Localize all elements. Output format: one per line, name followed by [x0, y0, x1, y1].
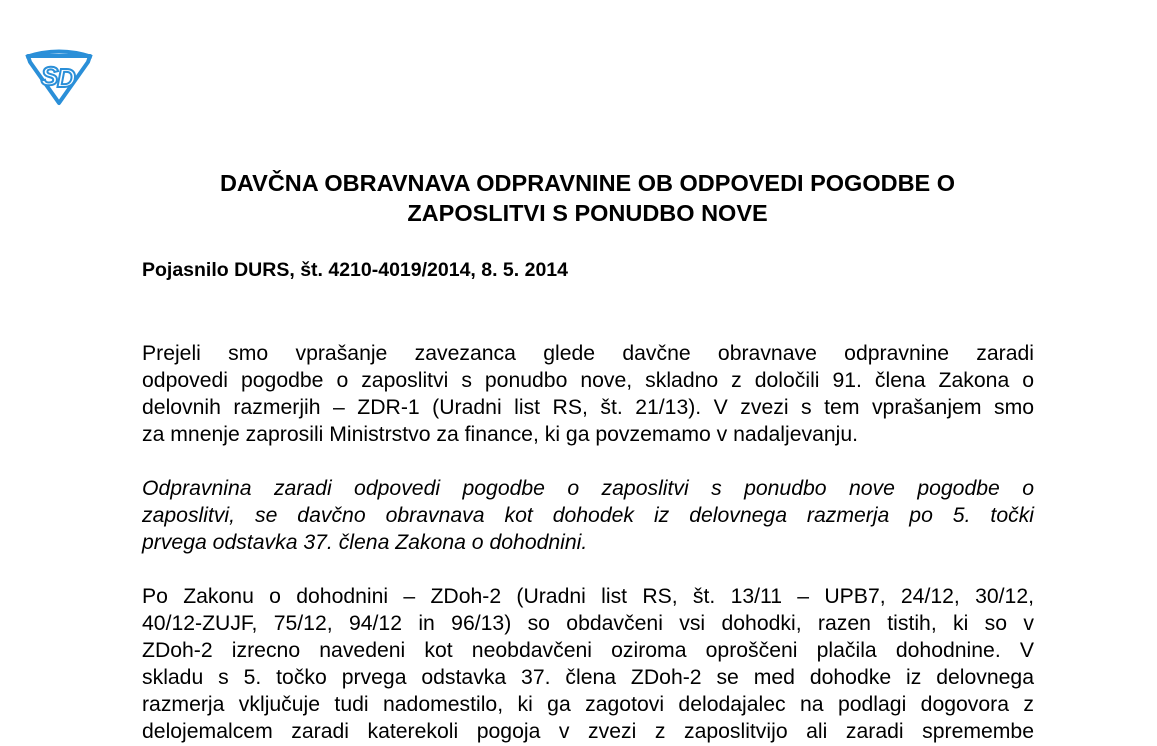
paragraph-line: delovnih razmerjih – ZDR-1 (Uradni list RS, št. 21/13). V zvezi s tem vprašanjem smo: [142, 396, 1034, 420]
svg-text:D: D: [57, 63, 76, 93]
paragraph-line: skladu s 5. točko prvega odstavka 37. člena ZDoh-2 se med dohodke iz delovnega: [142, 666, 1034, 690]
document-reference: Pojasnilo DURS, št. 4210-4019/2014, 8. 5. 2014: [142, 259, 568, 281]
title-line-2: ZAPOSLITVI S PONUDBO NOVE: [407, 200, 768, 226]
paragraph-intro: [142, 340, 1034, 448]
paragraph-line: Odpravnina zaradi odpovedi pogodbe o zaposlitvi s ponudbo nove pogodbe o: [142, 477, 1034, 500]
paragraph-line: delojemalcem zaradi katerekoli pogoja v zvezi z zaposlitvijo ali zaradi spremembe: [142, 720, 1034, 744]
paragraph-line: 40/12-ZUJF, 75/12, 94/12 in 96/13) so obdavčeni vsi dohodki, razen tistih, ki so v: [142, 612, 1034, 636]
paragraph-line: za mnenje zaprosili Ministrstvo za finance, ki ga povzemamo v nadaljevanju.: [142, 423, 859, 447]
paragraph-answer: [142, 475, 1034, 556]
document-title: [100, 168, 1075, 228]
paragraph-line: Po Zakonu o dohodnini – ZDoh-2 (Uradni list RS, št. 13/11 – UPB7, 24/12, 30/12,: [142, 585, 1034, 608]
title-line-1: DAVČNA OBRAVNAVA ODPRAVNINE OB ODPOVEDI POGODBE O: [219, 170, 956, 196]
svg-text:S: S: [41, 61, 59, 91]
paragraph-line: razmerja vključuje tudi nadomestilo, ki ga zagotovi delodajalec na podlagi dogovora z: [142, 693, 1034, 717]
company-logo: [22, 48, 96, 106]
paragraph-line: ZDoh-2 izrecno navedeni kot neobdavčeni oziroma oproščeni plačila dohodnine. V: [142, 639, 1034, 663]
paragraph-explanation: [142, 583, 1034, 746]
paragraph-line: prvega odstavka 37. člena Zakona o dohodnini.: [142, 531, 588, 555]
paragraph-line: zaposlitvi, se davčno obravnava kot dohodek iz delovnega razmerja po 5. točki: [142, 504, 1034, 528]
paragraph-line: Prejeli smo vprašanje zavezanca glede davčne obravnave odpravnine zaradi: [142, 342, 1034, 365]
paragraph-line: odpovedi pogodbe o zaposlitvi s ponudbo nove, skladno z določili 91. člena Zakona o: [142, 369, 1034, 393]
